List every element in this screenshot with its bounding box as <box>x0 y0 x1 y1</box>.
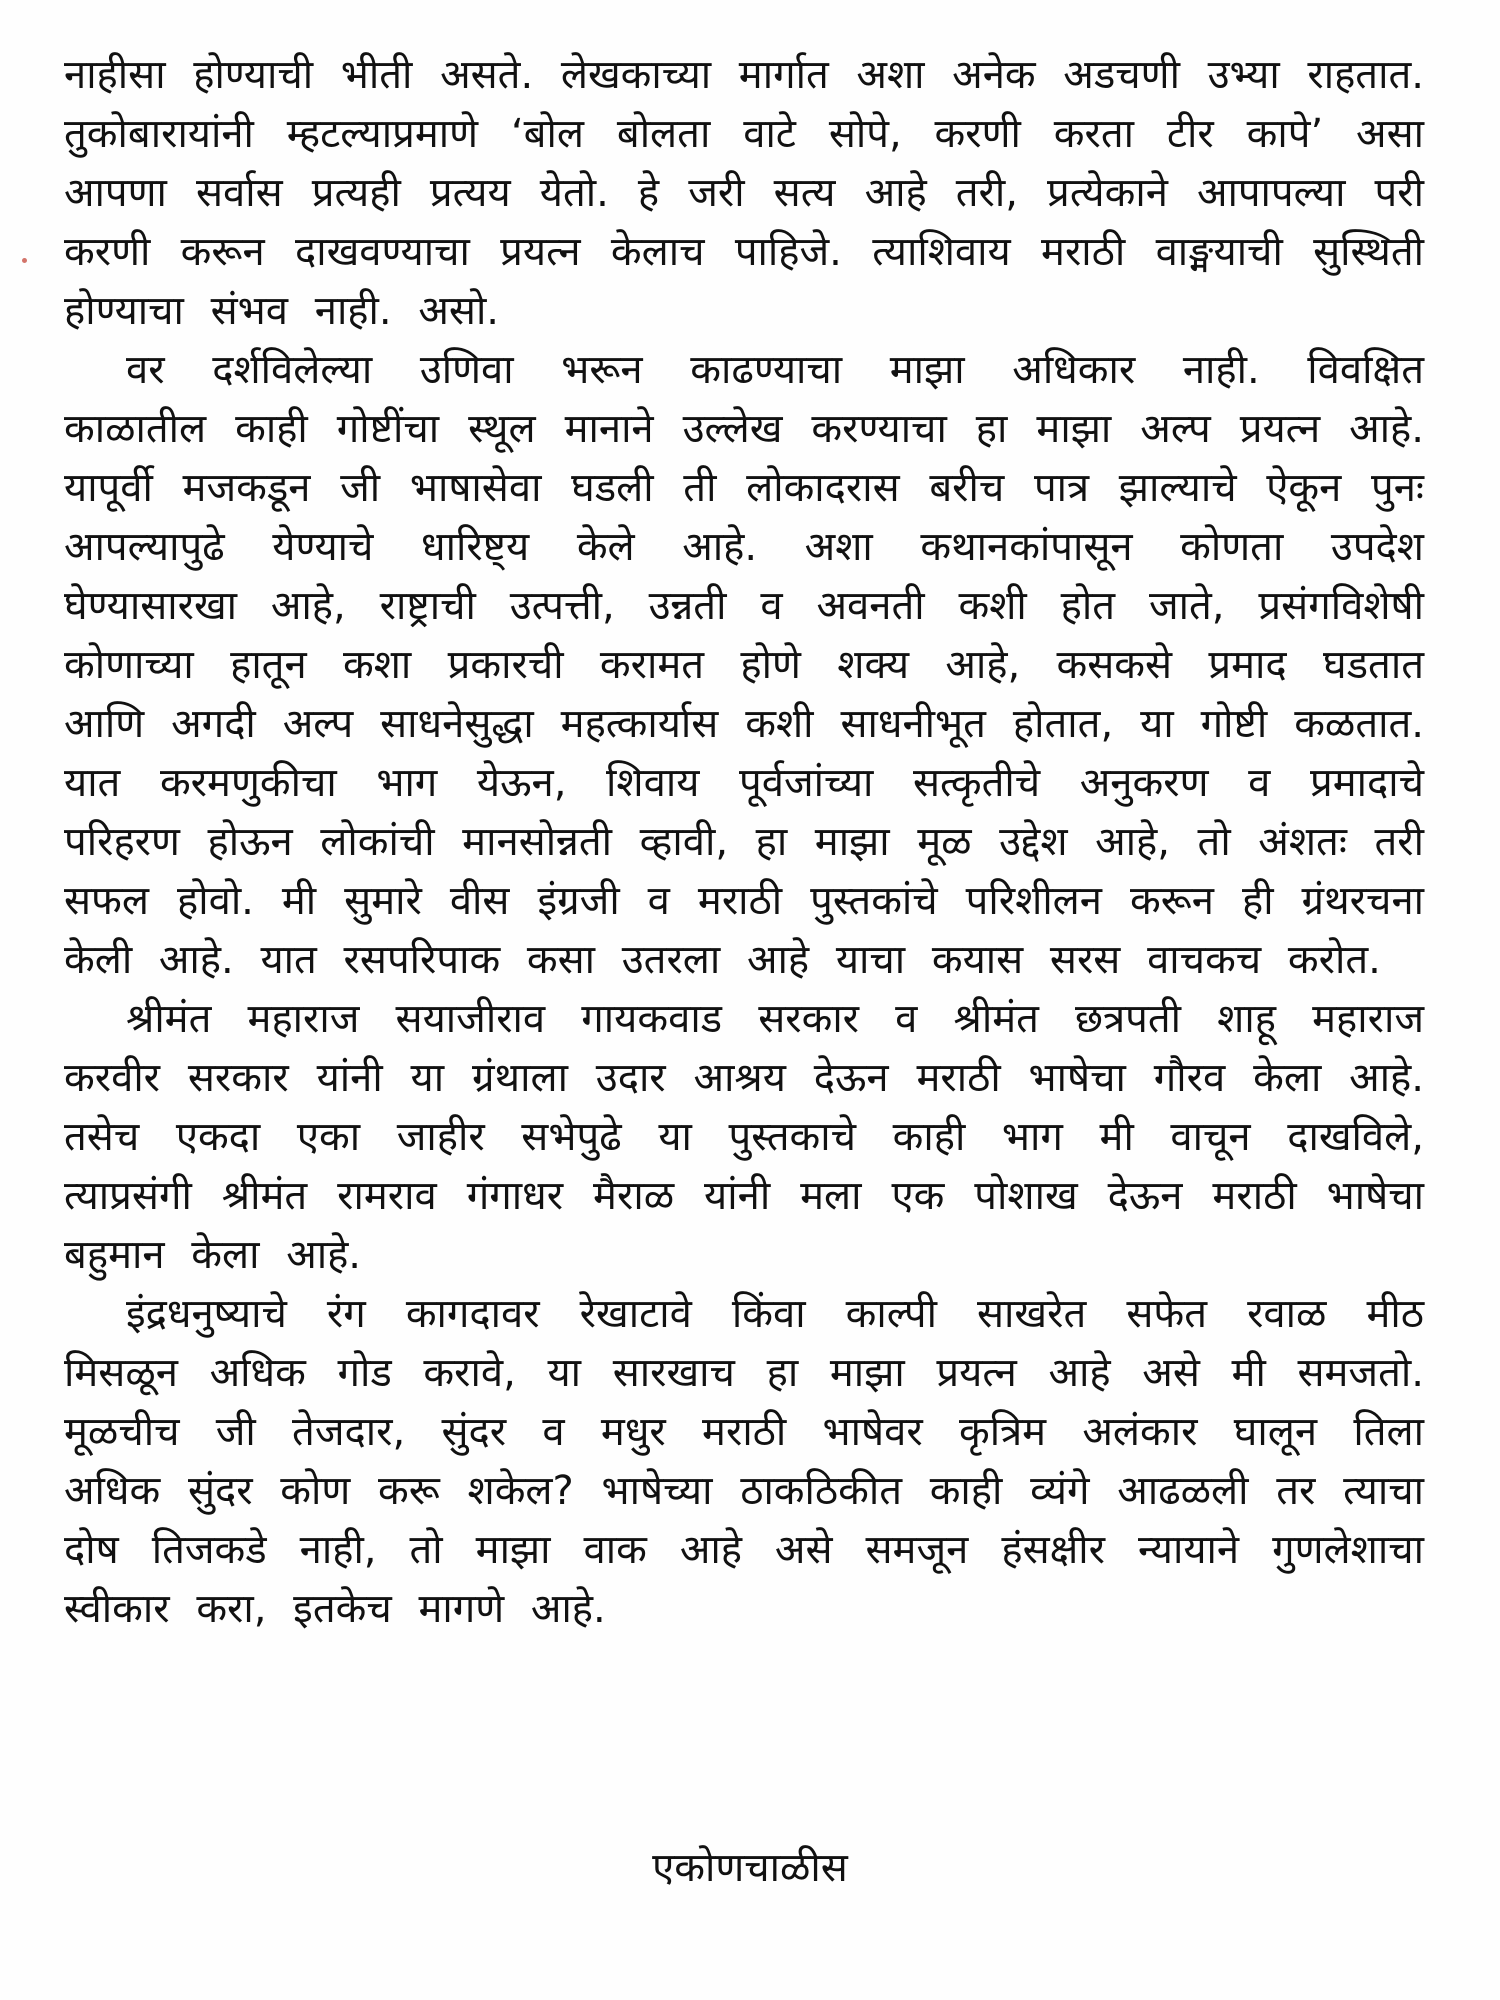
paragraph-3: श्रीमंत महाराज सयाजीराव गायकवाड सरकार व श्रीमंत छत्रपती शाहू महाराज करवीर सरकार यांनी या ग्रंथाला उदार आश्रय देऊन मराठी भाषेचा गौरव केला आहे. तसेच एकदा एका जाहीर सभेपुढे या पुस्तकाचे काही भाग मी वाचून दाखविले, त्याप्रसंगी श्रीमंत रामराव गंगाधर मैराळ यांनी मला एक पोशाख देऊन मराठी भाषेचा बहुमान केला आहे. <box>64 996 1424 1278</box>
page-number: एकोणचाळीस <box>652 1845 848 1891</box>
ink-speck <box>22 258 27 263</box>
paragraph-2: वर दर्शविलेल्या उणिवा भरून काढण्याचा माझा अधिकार नाही. विवक्षित काळातील काही गोष्टींचा स्थूल मानाने उल्लेख करण्याचा हा माझा अल्प प्रयत्न आहे. यापूर्वी मजकडून जी भाषासेवा घडली ती लोकादरास बरीच पात्र झाल्याचे ऐकून पुनः आपल्यापुढे येण्याचे धारिष्ट्य केले आहे. अशा कथानकांपासून कोणता उपदेश घेण्यासारखा आहे, राष्ट्राची उत्पत्ती, उन्नती व अवनती कशी होत जाते, प्रसंगविशेषी कोणाच्या हातून कशा प्रकारची करामत होणे शक्य आहे, कसकसे प्रमाद घडतात आणि अगदी अल्प साधनेसुद्धा महत्कार्यास कशी साधनीभूत होतात, या गोष्टी कळतात. यात करमणुकीचा भाग येऊन, शिवाय पूर्वजांच्या सत्कृतीचे अनुकरण व प्रमादाचे परिहरण होऊन लोकांची मानसोन्नती व्हावी, हा माझा मूळ उद्देश आहे, तो अंशतः तरी सफल होवो. मी सुमारे वीस इंग्रजी व मराठी पुस्तकांचे परिशीलन करून ही ग्रंथरचना केली आहे. यात रसपरिपाक कसा उतरला आहे याचा कयास सरस वाचकच करोत. <box>64 347 1424 983</box>
paragraph-4: इंद्रधनुष्याचे रंग कागदावर रेखाटावे किंवा काल्पी साखरेत सफेत रवाळ मीठ मिसळून अधिक गोड करावे, या सारखाच हा माझा प्रयत्न आहे असे मी समजतो. मूळचीच जी तेजदार, सुंदर व मधुर मराठी भाषेवर कृत्रिम अलंकार घालून तिला अधिक सुंदर कोण करू शकेल? भाषेच्या ठाकठिकीत काही व्यंगे आढळली तर त्याचा दोष तिजकडे नाही, तो माझा वाक आहे असे समजून हंसक्षीर न्यायाने गुणलेशाचा स्वीकार करा, इतकेच मागणे आहे. <box>64 1291 1424 1632</box>
body-text <box>64 46 1424 1639</box>
paragraph-1: नाहीसा होण्याची भीती असते. लेखकाच्या मार्गात अशा अनेक अडचणी उभ्या राहतात. तुकोबारायांनी म्हटल्याप्रमाणे ‘बोल बोलता वाटे सोपे, करणी करता टीर कापे’ असा आपणा सर्वास प्रत्यही प्रत्यय येतो. हे जरी सत्य आहे तरी, प्रत्येकाने आपापल्या परी करणी करून दाखवण्याचा प्रयत्न केलाच पाहिजे. त्याशिवाय मराठी वाङ्मयाची सुस्थिती होण्याचा संभव नाही. असो. <box>64 52 1424 334</box>
